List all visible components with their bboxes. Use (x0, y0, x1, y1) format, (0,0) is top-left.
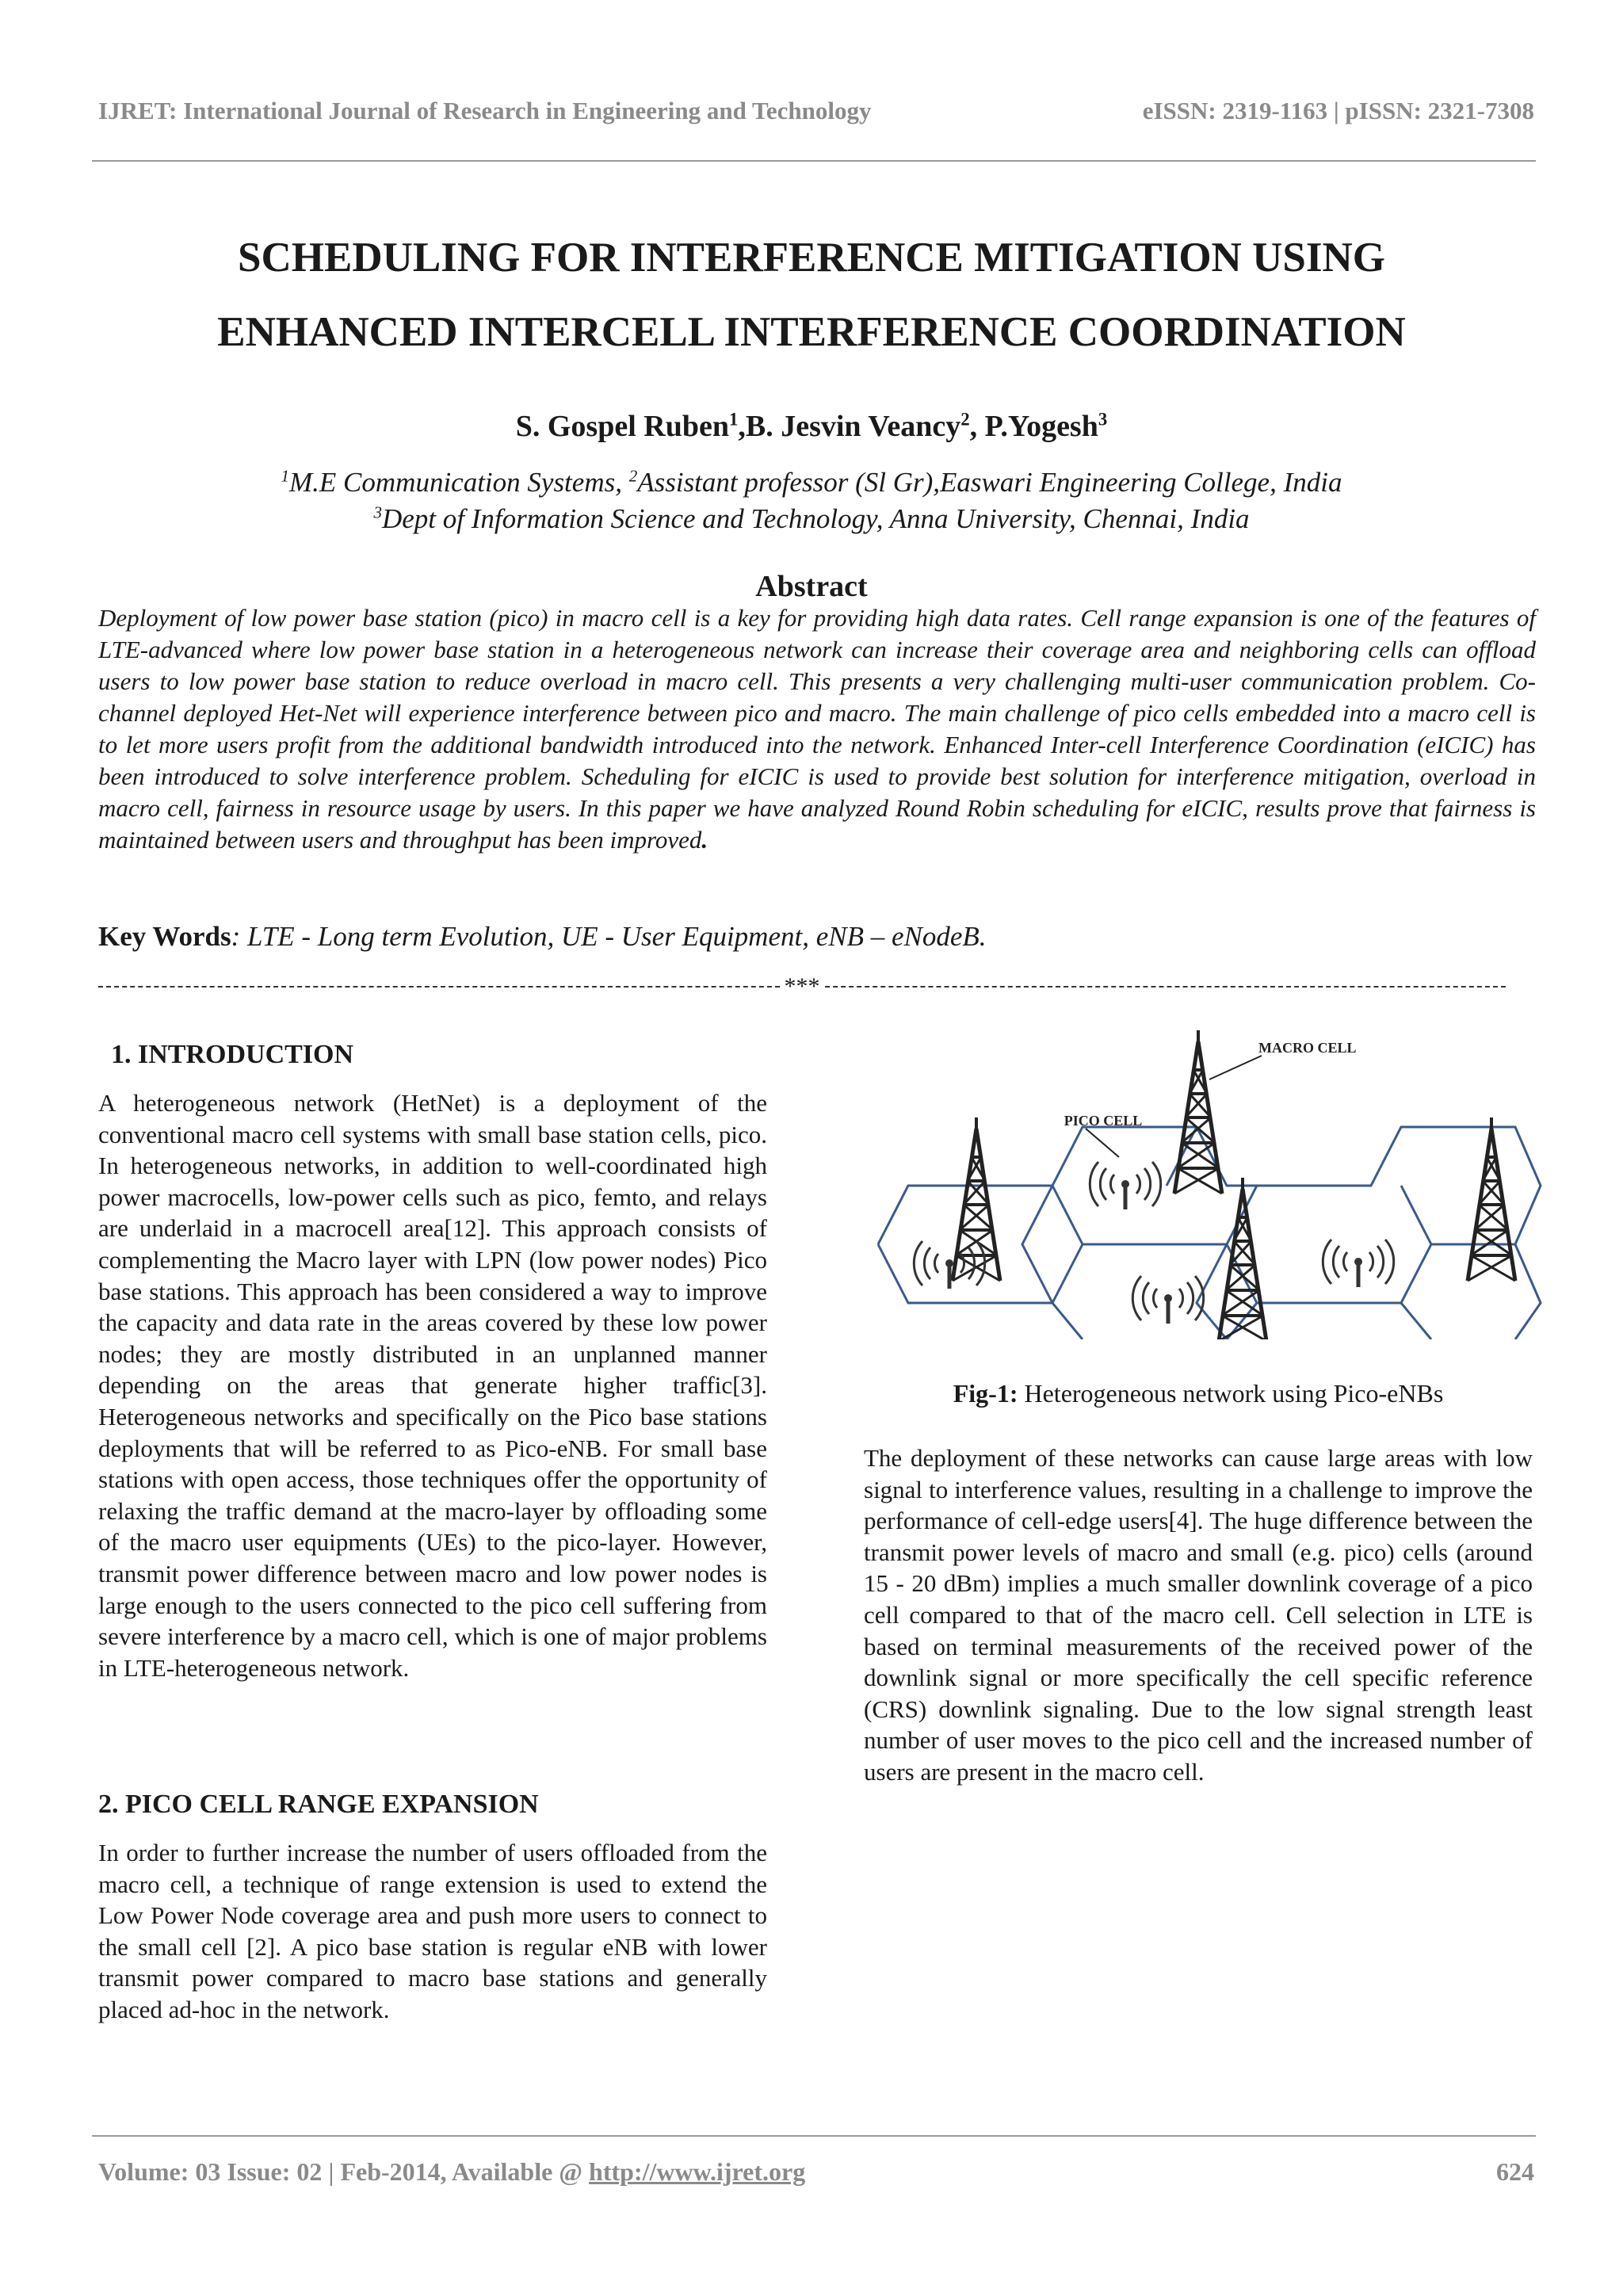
affil-text: Assistant professor (Sl Gr),Easwari Engineering College, India (637, 467, 1342, 498)
affiliation-line-1 (0, 464, 1623, 501)
caption-text: Heterogeneous network using Pico-eNBs (1018, 1379, 1444, 1408)
page-number: 624 (1496, 2157, 1534, 2186)
right-column-body (864, 1442, 1533, 1788)
section-separator (98, 973, 1506, 1000)
affiliation-line-2 (0, 501, 1623, 537)
author-sup: 1 (728, 409, 739, 430)
title-line-1: SCHEDULING FOR INTERFERENCE MITIGATION USING (238, 235, 1385, 281)
author-sup: 2 (960, 409, 970, 430)
pico-heading: 2. PICO CELL RANGE EXPANSION (98, 1790, 539, 1819)
journal-name: IJRET: International Journal of Research in Engineering and Technology (98, 97, 872, 124)
separator-dash (825, 986, 1507, 988)
running-footer (98, 2157, 1534, 2187)
journal-url-link[interactable]: http://www.ijret.org (589, 2157, 806, 2186)
caption-label: Fig-1: (953, 1379, 1018, 1408)
author-name: , P.Yogesh (969, 410, 1098, 443)
intro-paragraph: A heterogeneous network (HetNet) is a deployment of the conventional macro cell systems with small base station cells, pico. In heterogeneous networks, in addition to well-coordinated high power macrocells, low-power cells such as pico, femto, and relays are underlaid in a macrocell area[12]. This approach consists of complementing the Macro layer with LPN (low power nodes) Pico base stations. This approach has been considered a way to improve the capacity and data rate in the areas covered by these low power nodes; they are mostly distributed in an unplanned manner depending on the areas that generate higher traffic[3]. Heterogeneous networks and specifically on the Pico base stations deployments that will be referred to as Pico-eNB. For small base stations with open access, those techniques offer the opportunity of relaxing the traffic demand at the macro-layer by offloading some of the macro user equipments (UEs) to the pico-layer. However, transmit power difference between macro and low power nodes is large enough to the users connected to the pico cell suffering from severe interference by a macro cell, which is one of major problems in LTE-heterogeneous network. (98, 1089, 767, 1682)
paper-title (63, 220, 1560, 369)
figure-caption (864, 1379, 1533, 1408)
footer-volume (98, 2157, 805, 2187)
intro-body (98, 1087, 767, 1683)
hetnet-figure (865, 1030, 1544, 1339)
abstract-body (98, 602, 1536, 856)
running-header (98, 97, 1534, 125)
affil-text: Dept of Information Science and Technology, Anna University, Chennai, India (381, 503, 1250, 534)
header-rule (92, 160, 1536, 162)
pico-body (98, 1837, 767, 2026)
title-line-2: ENHANCED INTERCELL INTERFERENCE COORDINATION (217, 309, 1406, 355)
intro-heading: 1. INTRODUCTION (111, 1040, 354, 1069)
affil-sup: 2 (628, 466, 638, 486)
affil-text: M.E Communication Systems, (289, 467, 629, 498)
affil-sup: 3 (373, 502, 382, 522)
abstract-text: Deployment of low power base station (pico) in macro cell is a key for providing high data rates. Cell range expansion is one of the features of LTE-advanced where low power base station in a heterogeneous network can increase their coverage area and neighboring cells can offload users to low power base station to reduce overload in macro cell. This presents a very challenging multi-user communication problem. Co-channel deployed Het-Net will experience interference between pico and macro. The main challenge of pico cells embedded into a macro cell is to let more users profit from the additional bandwidth introduced into the network. Enhanced Inter-cell Interference Coordination (eICIC) has been introduced to solve interference problem. Scheduling for eICIC is used to provide best solution for interference mitigation, overload in macro cell, fairness in resource usage by users. In this paper we have analyzed Round Robin scheduling for eICIC, results prove that fairness is maintained between users and throughput has been improved (98, 604, 1536, 854)
author-name: ,B. Jesvin Veancy (738, 410, 961, 443)
affiliations (0, 464, 1623, 537)
abstract-end: . (701, 826, 708, 854)
abstract-heading: Abstract (755, 570, 868, 603)
issn-info: eISSN: 2319-1163 | pISSN: 2321-7308 (1142, 97, 1534, 124)
affil-sup: 1 (281, 466, 290, 486)
right-paragraph: The deployment of these networks can cause large areas with low signal to interference values, resulting in a challenge to improve the performance of cell-edge users[4]. The huge difference between the transmit power levels of macro and small (e.g. pico) cells (around 15 - 20 dBm) implies a much smaller downlink coverage of a pico cell compared to that of the macro cell. Cell selection in LTE is based on terminal measurements of the received power of the downlink signal or more specifically the cell specific reference (CRS) downlink signaling. Due to the low signal strength least number of user moves to the pico cell and the increased number of users are present in the macro cell. (864, 1444, 1533, 1786)
pico-paragraph: In order to further increase the number of users offloaded from the macro cell, a technique of range extension is used to extend the Low Power Node coverage area and push more users to connect to the small cell [2]. A pico base station is regular eNB with lower transmit power compared to macro base stations and generally placed ad-hoc in the network. (98, 1839, 767, 2023)
keywords-text: : LTE - Long term Evolution, UE - User Equipment, eNB – eNodeB. (231, 921, 987, 952)
macro-cell-label: MACRO CELL (1258, 1040, 1357, 1056)
keywords-label: Key Words (98, 921, 231, 952)
pico-cell-label: PICO CELL (1064, 1113, 1143, 1129)
author-sup: 3 (1098, 409, 1108, 430)
keywords (98, 921, 987, 953)
footer-rule (92, 2135, 1536, 2137)
author-list (0, 409, 1623, 444)
separator-dash (98, 986, 780, 988)
separator-stars: *** (784, 973, 820, 999)
volume-text: Volume: 03 Issue: 02 | Feb-2014, Available @ (98, 2157, 590, 2186)
author-name: S. Gospel Ruben (515, 410, 729, 443)
